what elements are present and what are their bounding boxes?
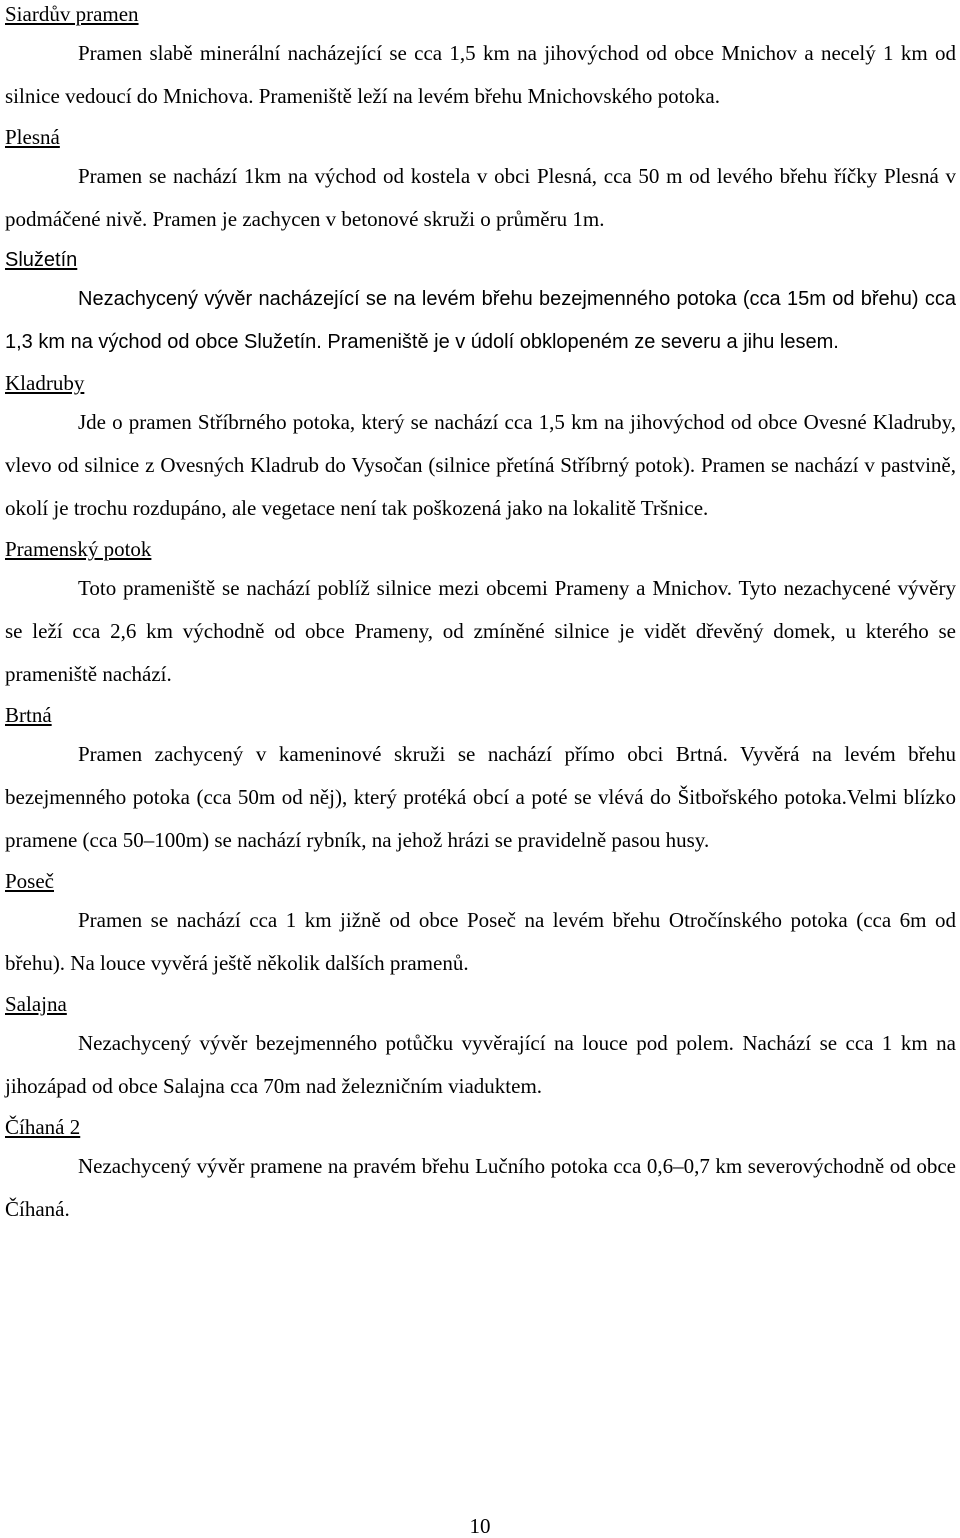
entry-body: Pramen slabě minerální nacházející se cca 1,5 km na jihovýchod od obce Mnichov a necelý 1 km od silnice vedoucí do Mnichova. Prameniště leží na levém břehu Mnichovského potoka. [5,41,956,108]
entry-body: Pramen se nachází cca 1 km jižně od obce Poseč na levém břehu Otročínského potoka (cca 6m od břehu). Na louce vyvěrá ještě několik dalších pramenů. [5,908,956,975]
entry-title: Salajna [5,992,67,1016]
entry-posec [5,867,956,985]
page-number: 10 [469,1514,491,1538]
entry-body: Pramen zachycený v kameninové skruži se nachází přímo obci Brtná. Vyvěrá na levém břehu bezejmenného potoka (cca 50m od něj), který protéká obcí a poté se vlévá do Šitbořského potoka.Velmi blízko pramene (cca 50–100m) se nachází rybník, na jehož hrázi se pravidelně pasou husy. [5,742,956,852]
entry-title: Pramenský potok [5,537,152,561]
entry-body: Pramen se nachází 1km na východ od kostela v obci Plesná, cca 50 m od levého břehu říčky Plesná v podmáčené nivě. Pramen je zachycen v betonové skruži o průměru 1m. [5,164,956,231]
entry-brtna [5,701,956,862]
entry-body: Toto prameniště se nachází poblíž silnice mezi obcemi Prameny a Mnichov. Tyto nezachycené vývěry se leží cca 2,6 km východně od obce Prameny, od zmíněné silnice je vidět dřevěný domek, u kterého se prameniště nachází. [5,576,956,686]
entry-title: Siardův pramen [5,2,139,26]
entry-salajna [5,990,956,1108]
entry-title: Brtná [5,703,52,727]
entry-kladruby [5,369,956,530]
entry-body: Nezachycený vývěr bezejmenného potůčku vyvěrající na louce pod polem. Nachází se cca 1 km na jihozápad od obce Salajna cca 70m nad železničním viaduktem. [5,1031,956,1098]
entry-title: Kladruby [5,371,85,395]
entry-title: Plesná [5,125,60,149]
entry-title: Číhaná 2 [5,1115,81,1139]
entry-siarduv-pramen [5,0,956,118]
document-page [5,0,956,1231]
entry-sluzetin [5,246,956,364]
entry-body: Jde o pramen Stříbrného potoka, který se nachází cca 1,5 km na jihovýchod od obce Ovesné Kladruby, vlevo od silnice z Ovesných Kladrub do Vysočan (silnice přetíná Stříbrný potok). Pramen se nachází v pastvině, okolí je trochu rozdupáno, ale vegetace není tak poškozená jako na lokalitě Tršnice. [5,410,956,520]
entry-pramensky-potok [5,535,956,696]
entry-title: Poseč [5,869,54,893]
entry-title: Služetín [5,249,78,271]
entry-body: Nezachycený vývěr nacházející se na levém břehu bezejmenného potoka (cca 15m od břehu) cca 1,3 km na východ od obce Služetín. Prameniště je v údolí obklopeném ze severu a jihu lesem. [5,288,956,353]
entry-plesna [5,123,956,241]
entry-cihana-2 [5,1113,956,1231]
entry-body: Nezachycený vývěr pramene na pravém břehu Lučního potoka cca 0,6–0,7 km severovýchodně od obce Číhaná. [5,1154,956,1221]
